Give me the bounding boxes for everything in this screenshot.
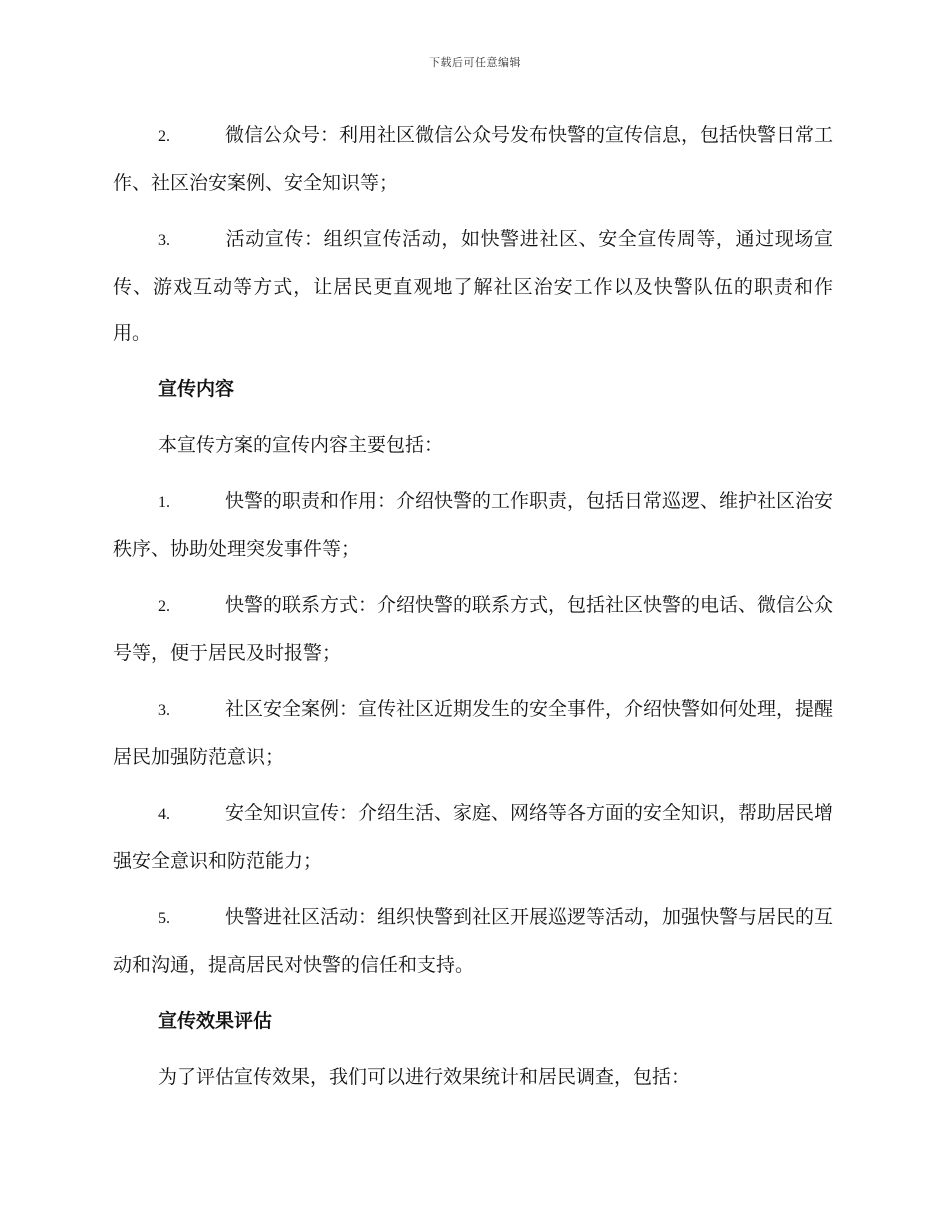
list-text: 社区安全案例：宣传社区近期发生的安全事件，介绍快警如何处理，提醒居民加强防范意识； [113,698,834,768]
section-intro: 为了评估宣传效果，我们可以进行效果统计和居民调查，包括： [158,1066,691,1088]
document-body [113,112,833,1110]
list-item [113,686,833,780]
list-text: 安全知识宣传：介绍生活、家庭、网络等各方面的安全知识，帮助居民增强安全意识和防范能力； [113,802,834,872]
list-text: 快警的联系方式：介绍快警的联系方式，包括社区快警的电话、微信公众号等，便于居民及时报警； [113,594,834,664]
list-number: 3. [158,232,170,249]
section-heading-content: 宣传内容 [158,378,235,400]
page-header: 下载后可任意编辑 [429,56,521,69]
list-text: 快警进社区活动：组织快警到社区开展巡逻等活动，加强快警与居民的互动和沟通，提高居民对快警的信任和支持。 [113,906,834,976]
list-item [113,216,833,356]
section-heading-eval: 宣传效果评估 [158,1010,273,1032]
list-item [113,894,833,988]
list-number: 1. [158,494,170,511]
list-text: 微信公众号：利用社区微信公众号发布快警的宣传信息，包括快警日常工作、社区治安案例、安全知识等； [113,124,834,194]
list-item [113,112,833,206]
list-item [113,582,833,676]
list-number: 5. [158,910,170,927]
list-number: 2. [158,128,170,145]
list-item [113,478,833,572]
list-text: 活动宣传：组织宣传活动，如快警进社区、安全宣传周等，通过现场宣传、游戏互动等方式，让居民更直观地了解社区治安工作以及快警队伍的职责和作用。 [113,228,833,344]
list-item [113,790,833,884]
list-text: 快警的职责和作用：介绍快警的工作职责，包括日常巡逻、维护社区治安秩序、协助处理突发事件等； [113,490,834,560]
list-number: 4. [158,806,170,823]
list-number: 3. [158,702,170,719]
section-intro: 本宣传方案的宣传内容主要包括： [158,434,444,456]
list-number: 2. [158,598,170,615]
